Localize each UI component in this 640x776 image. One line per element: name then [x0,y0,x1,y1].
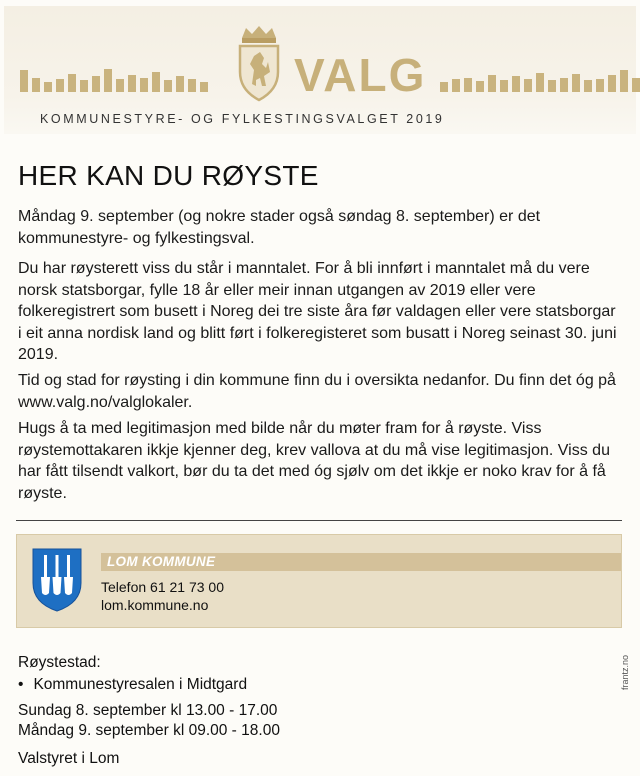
decorative-bars-right [440,68,640,92]
bullet: • [18,676,24,693]
municipality-website: lom.kommune.no [101,597,209,613]
decorative-bar [560,78,568,92]
page-title: HER KAN DU RØYSTE [18,160,319,191]
voting-place-label: Røystestad: [18,654,101,671]
decorative-bar [200,82,208,92]
divider [16,520,622,521]
decorative-bar [68,74,76,92]
decorative-bar [104,69,112,92]
voting-place [18,676,247,694]
voting-place-name: Kommunestyresalen i Midtgard [33,676,248,693]
voting-time-monday: Måndag 9. september kl 09.00 - 18.00 [18,722,280,739]
paragraph-eligibility: Du har røysterett viss du står i manntalet. For å bli innført i manntalet må du vere norsk statsborgar, fylle 18 år eller meir innan utgangen av 2019 eller vere folkeregistrert som busett i Noreg dei tre siste åra før valdagen eller vere statsborgar i eit anna nordisk land og blitt ført i folkeregisteret som busatt i Noreg seinast 30. juni 2019. [18,260,617,363]
decorative-bar [500,80,508,92]
municipality-phone: Telefon 61 21 73 00 [101,579,224,595]
decorative-bar [584,80,592,92]
decorative-bar [176,76,184,92]
decorative-bar [56,79,64,92]
valg-logo-text: VALG [294,49,427,101]
election-subtitle: KOMMUNESTYRE- OG FYLKESTINGSVALGET 2019 [40,112,445,126]
decorative-bar [464,78,472,92]
decorative-bar [20,70,28,92]
decorative-bar [452,79,460,92]
decorative-bar [152,72,160,92]
decorative-bar [536,73,544,92]
paragraph-identification: Hugs å ta med legitimasjon med bilde når du møter fram for å røyste. Viss røystemottakaren ikkje kjenner deg, krev vallova at du må vise legitimasjon. Viss du har fått tilsendt valkort, bør du ta det med óg sjølv om det ikkje er noko krav for å få røyste. [18,420,610,502]
lom-coat-of-arms-icon [31,547,83,613]
decorative-bar [596,79,604,92]
decorative-bar [32,78,40,92]
decorative-bar [524,79,532,92]
decorative-bar [548,80,556,92]
paragraph-where-to-vote: Tid og stad for røysting i din kommune finn du i oversikta nedanfor. Du finn det óg på www.valg.no/valglokaler. [18,372,616,411]
decorative-bar [188,79,196,92]
municipality-name: LOM KOMMUNE [107,554,216,569]
decorative-bar [440,82,448,92]
decorative-bar [632,78,640,92]
paragraph-date: Måndag 9. september (og nokre stader også søndag 8. september) er det kommunestyre- og fylkestingsval. [18,208,541,247]
decorative-bar [92,76,100,92]
decorative-bar [44,82,52,92]
decorative-bars-left [20,66,208,92]
decorative-bar [620,70,628,92]
decorative-bar [116,79,124,92]
municipality-box [16,534,622,628]
election-header [4,6,636,134]
print-credit: frantz.no [620,654,630,690]
decorative-bar [476,81,484,92]
decorative-bar [140,78,148,92]
decorative-bar [164,80,172,92]
decorative-bar [572,74,580,92]
decorative-bar [512,76,520,92]
signature: Valstyret i Lom [18,750,120,767]
norwegian-coat-of-arms-icon [232,24,286,104]
decorative-bar [128,75,136,92]
decorative-bar [608,75,616,92]
decorative-bar [80,80,88,92]
voting-time-sunday: Sundag 8. september kl 13.00 - 17.00 [18,702,278,719]
decorative-bar [488,75,496,92]
